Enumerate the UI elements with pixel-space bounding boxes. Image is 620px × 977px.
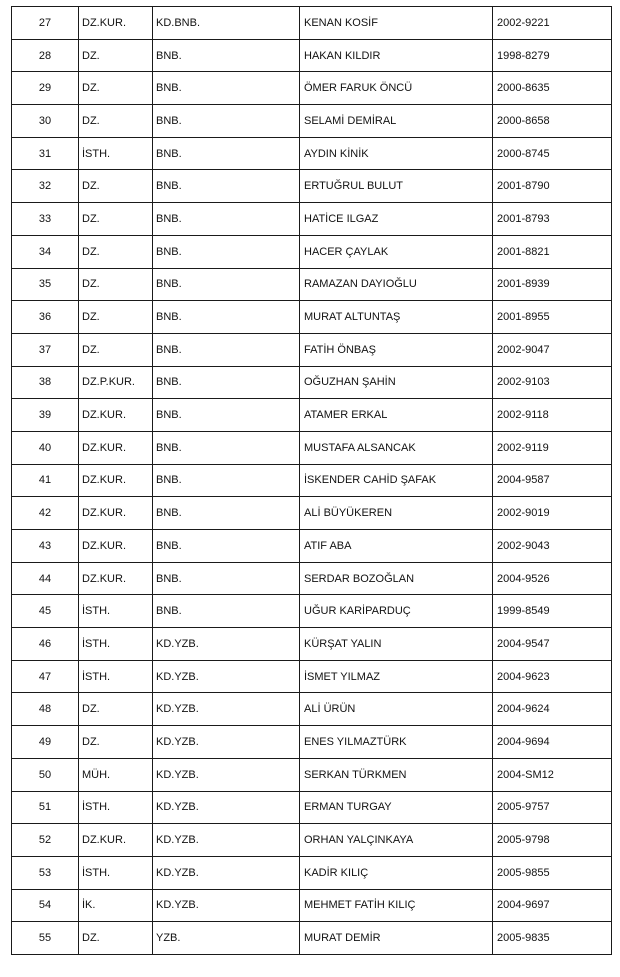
- row-number: 36: [12, 301, 79, 334]
- name-cell: ALİ BÜYÜKEREN: [300, 497, 493, 530]
- branch-cell: DZ.: [79, 693, 153, 726]
- branch-cell: DZ.: [79, 72, 153, 105]
- registry-number-cell: 2005-9855: [493, 856, 612, 889]
- registry-number-cell: 2002-9118: [493, 399, 612, 432]
- registry-number-cell: 2004-SM12: [493, 758, 612, 791]
- name-cell: ALİ ÜRÜN: [300, 693, 493, 726]
- rank-cell: KD.YZB.: [153, 791, 300, 824]
- table-row: [12, 889, 612, 922]
- table-row: [12, 497, 612, 530]
- row-number: 45: [12, 595, 79, 628]
- name-cell: HATİCE ILGAZ: [300, 203, 493, 236]
- row-number: 28: [12, 39, 79, 72]
- name-cell: İSKENDER CAHİD ŞAFAK: [300, 464, 493, 497]
- table-row: [12, 170, 612, 203]
- name-cell: ÖMER FARUK ÖNCÜ: [300, 72, 493, 105]
- rank-cell: KD.YZB.: [153, 758, 300, 791]
- row-number: 54: [12, 889, 79, 922]
- row-number: 42: [12, 497, 79, 530]
- table-row: [12, 660, 612, 693]
- row-number: 30: [12, 105, 79, 138]
- table-row: [12, 856, 612, 889]
- row-number: 48: [12, 693, 79, 726]
- name-cell: KÜRŞAT YALIN: [300, 628, 493, 661]
- table-row: [12, 758, 612, 791]
- name-cell: SERKAN TÜRKMEN: [300, 758, 493, 791]
- row-number: 43: [12, 530, 79, 563]
- registry-number-cell: 2005-9798: [493, 824, 612, 857]
- rank-cell: BNB.: [153, 366, 300, 399]
- branch-cell: DZ.: [79, 105, 153, 138]
- row-number: 39: [12, 399, 79, 432]
- branch-cell: DZ.KUR.: [79, 399, 153, 432]
- branch-cell: DZ.KUR.: [79, 562, 153, 595]
- branch-cell: DZ.KUR.: [79, 497, 153, 530]
- registry-number-cell: 2002-9047: [493, 333, 612, 366]
- branch-cell: İSTH.: [79, 856, 153, 889]
- registry-number-cell: 2004-9547: [493, 628, 612, 661]
- table-row: [12, 726, 612, 759]
- row-number: 47: [12, 660, 79, 693]
- table-row: [12, 791, 612, 824]
- row-number: 40: [12, 431, 79, 464]
- branch-cell: DZ.: [79, 170, 153, 203]
- row-number: 49: [12, 726, 79, 759]
- row-number: 55: [12, 922, 79, 955]
- row-number: 53: [12, 856, 79, 889]
- table-row: [12, 431, 612, 464]
- branch-cell: DZ.: [79, 922, 153, 955]
- branch-cell: DZ.: [79, 39, 153, 72]
- registry-number-cell: 2002-9221: [493, 7, 612, 40]
- table-row: [12, 922, 612, 955]
- table-row: [12, 562, 612, 595]
- registry-number-cell: 2001-8821: [493, 235, 612, 268]
- table-row: [12, 72, 612, 105]
- rank-cell: BNB.: [153, 464, 300, 497]
- row-number: 51: [12, 791, 79, 824]
- rank-cell: BNB.: [153, 105, 300, 138]
- rank-cell: KD.YZB.: [153, 726, 300, 759]
- registry-number-cell: 2004-9587: [493, 464, 612, 497]
- registry-number-cell: 2000-8635: [493, 72, 612, 105]
- name-cell: MURAT ALTUNTAŞ: [300, 301, 493, 334]
- row-number: 27: [12, 7, 79, 40]
- registry-number-cell: 2002-9043: [493, 530, 612, 563]
- branch-cell: DZ.KUR.: [79, 530, 153, 563]
- table-body: [12, 7, 612, 955]
- rank-cell: BNB.: [153, 530, 300, 563]
- registry-number-cell: 2001-8939: [493, 268, 612, 301]
- rank-cell: KD.YZB.: [153, 693, 300, 726]
- name-cell: SELAMİ DEMİRAL: [300, 105, 493, 138]
- name-cell: AYDIN KİNİK: [300, 137, 493, 170]
- name-cell: MEHMET FATİH KILIÇ: [300, 889, 493, 922]
- rank-cell: KD.YZB.: [153, 628, 300, 661]
- branch-cell: DZ.KUR.: [79, 431, 153, 464]
- branch-cell: MÜH.: [79, 758, 153, 791]
- rank-cell: KD.YZB.: [153, 856, 300, 889]
- table-row: [12, 268, 612, 301]
- rank-cell: BNB.: [153, 203, 300, 236]
- rank-cell: BNB.: [153, 595, 300, 628]
- name-cell: KADİR KILIÇ: [300, 856, 493, 889]
- name-cell: KENAN KOSİF: [300, 7, 493, 40]
- name-cell: UĞUR KARİPARDUÇ: [300, 595, 493, 628]
- rank-cell: KD.YZB.: [153, 824, 300, 857]
- registry-number-cell: 2001-8790: [493, 170, 612, 203]
- row-number: 41: [12, 464, 79, 497]
- row-number: 52: [12, 824, 79, 857]
- branch-cell: İSTH.: [79, 791, 153, 824]
- branch-cell: İSTH.: [79, 660, 153, 693]
- branch-cell: DZ.KUR.: [79, 7, 153, 40]
- table-row: [12, 399, 612, 432]
- branch-cell: DZ.: [79, 726, 153, 759]
- rank-cell: KD.YZB.: [153, 660, 300, 693]
- table-row: [12, 7, 612, 40]
- row-number: 38: [12, 366, 79, 399]
- table-row: [12, 333, 612, 366]
- registry-number-cell: 2002-9103: [493, 366, 612, 399]
- registry-number-cell: 2004-9624: [493, 693, 612, 726]
- branch-cell: DZ.P.KUR.: [79, 366, 153, 399]
- rank-cell: BNB.: [153, 431, 300, 464]
- registry-number-cell: 2000-8658: [493, 105, 612, 138]
- table-row: [12, 105, 612, 138]
- row-number: 50: [12, 758, 79, 791]
- table-row: [12, 824, 612, 857]
- table-row: [12, 366, 612, 399]
- branch-cell: DZ.: [79, 301, 153, 334]
- name-cell: ATAMER ERKAL: [300, 399, 493, 432]
- branch-cell: DZ.KUR.: [79, 464, 153, 497]
- name-cell: RAMAZAN DAYIOĞLU: [300, 268, 493, 301]
- name-cell: ERTUĞRUL BULUT: [300, 170, 493, 203]
- name-cell: OĞUZHAN ŞAHİN: [300, 366, 493, 399]
- branch-cell: İK.: [79, 889, 153, 922]
- branch-cell: İSTH.: [79, 137, 153, 170]
- table-row: [12, 628, 612, 661]
- row-number: 33: [12, 203, 79, 236]
- name-cell: FATİH ÖNBAŞ: [300, 333, 493, 366]
- rank-cell: BNB.: [153, 562, 300, 595]
- rank-cell: BNB.: [153, 497, 300, 530]
- branch-cell: DZ.: [79, 203, 153, 236]
- row-number: 35: [12, 268, 79, 301]
- name-cell: HAKAN KILDIR: [300, 39, 493, 72]
- name-cell: HACER ÇAYLAK: [300, 235, 493, 268]
- registry-number-cell: 2004-9697: [493, 889, 612, 922]
- name-cell: MUSTAFA ALSANCAK: [300, 431, 493, 464]
- table-row: [12, 137, 612, 170]
- branch-cell: DZ.: [79, 235, 153, 268]
- registry-number-cell: 2001-8955: [493, 301, 612, 334]
- rank-cell: KD.YZB.: [153, 889, 300, 922]
- table-row: [12, 595, 612, 628]
- table-row: [12, 693, 612, 726]
- rank-cell: BNB.: [153, 137, 300, 170]
- name-cell: İSMET YILMAZ: [300, 660, 493, 693]
- table-row: [12, 530, 612, 563]
- registry-number-cell: 2000-8745: [493, 137, 612, 170]
- registry-number-cell: 1998-8279: [493, 39, 612, 72]
- branch-cell: İSTH.: [79, 628, 153, 661]
- rank-cell: YZB.: [153, 922, 300, 955]
- row-number: 31: [12, 137, 79, 170]
- branch-cell: DZ.: [79, 268, 153, 301]
- rank-cell: KD.BNB.: [153, 7, 300, 40]
- rank-cell: BNB.: [153, 268, 300, 301]
- name-cell: ENES YILMAZTÜRK: [300, 726, 493, 759]
- rank-cell: BNB.: [153, 39, 300, 72]
- rank-cell: BNB.: [153, 301, 300, 334]
- table-row: [12, 39, 612, 72]
- branch-cell: DZ.KUR.: [79, 824, 153, 857]
- rank-cell: BNB.: [153, 399, 300, 432]
- registry-number-cell: 2005-9757: [493, 791, 612, 824]
- registry-number-cell: 2005-9835: [493, 922, 612, 955]
- registry-number-cell: 2004-9694: [493, 726, 612, 759]
- registry-number-cell: 2004-9623: [493, 660, 612, 693]
- personnel-table: [11, 6, 612, 955]
- table-row: [12, 301, 612, 334]
- rank-cell: BNB.: [153, 235, 300, 268]
- rank-cell: BNB.: [153, 72, 300, 105]
- rank-cell: BNB.: [153, 333, 300, 366]
- row-number: 29: [12, 72, 79, 105]
- table-row: [12, 203, 612, 236]
- row-number: 46: [12, 628, 79, 661]
- registry-number-cell: 2001-8793: [493, 203, 612, 236]
- name-cell: MURAT DEMİR: [300, 922, 493, 955]
- row-number: 37: [12, 333, 79, 366]
- name-cell: SERDAR BOZOĞLAN: [300, 562, 493, 595]
- registry-number-cell: 2002-9119: [493, 431, 612, 464]
- table-row: [12, 235, 612, 268]
- row-number: 32: [12, 170, 79, 203]
- registry-number-cell: 1999-8549: [493, 595, 612, 628]
- registry-number-cell: 2004-9526: [493, 562, 612, 595]
- name-cell: ERMAN TURGAY: [300, 791, 493, 824]
- row-number: 34: [12, 235, 79, 268]
- name-cell: ATIF ABA: [300, 530, 493, 563]
- table-row: [12, 464, 612, 497]
- branch-cell: DZ.: [79, 333, 153, 366]
- name-cell: ORHAN YALÇINKAYA: [300, 824, 493, 857]
- registry-number-cell: 2002-9019: [493, 497, 612, 530]
- row-number: 44: [12, 562, 79, 595]
- branch-cell: İSTH.: [79, 595, 153, 628]
- rank-cell: BNB.: [153, 170, 300, 203]
